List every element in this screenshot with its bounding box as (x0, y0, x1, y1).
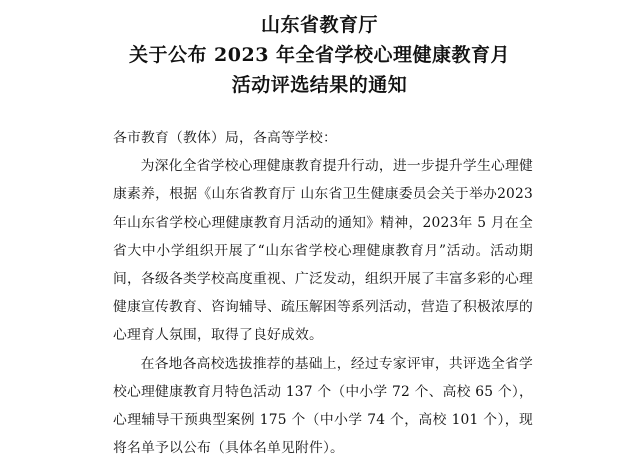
document-title (0, 10, 639, 100)
paragraph-2: 在各地各高校选拔推荐的基础上，经过专家评审，共评选全省学校心理健康教育月特色活动 137 个（中小学 72 个、高校 65 个），心理辅导干预典型案例 175 个（中小学 74 个，高校 101 个），现将名单予以公布（具体名单见附件）。 (113, 355, 533, 457)
issuer-line: 山东省教育厅 (260, 14, 378, 36)
title-line-3: 活动评选结果的通知 (231, 74, 408, 96)
paragraph-1: 为深化全省学校心理健康教育提升行动，进一步提升学生心理健康素养，根据《山东省教育厅 山东省卫生健康委员会关于举办2023年山东省学校心理健康教育月活动的通知》精神，2023年 5 月在全省大中小学组织开展了“山东省学校心理健康教育月”活动。活动期间，各级各类学校高度重视、广泛发动，组织开展了丰富多彩的心理健康宣传教育、咨询辅导、疏压解困等系列活动，营造了积极浓厚的心理育人氛围，取得了良好成效。 (113, 158, 533, 344)
document-body (113, 124, 533, 462)
title-line-2: 关于公布 2023 年全省学校心理健康教育月 (128, 44, 511, 66)
salutation: 各市教育（教体）局，各高等学校： (113, 130, 337, 146)
